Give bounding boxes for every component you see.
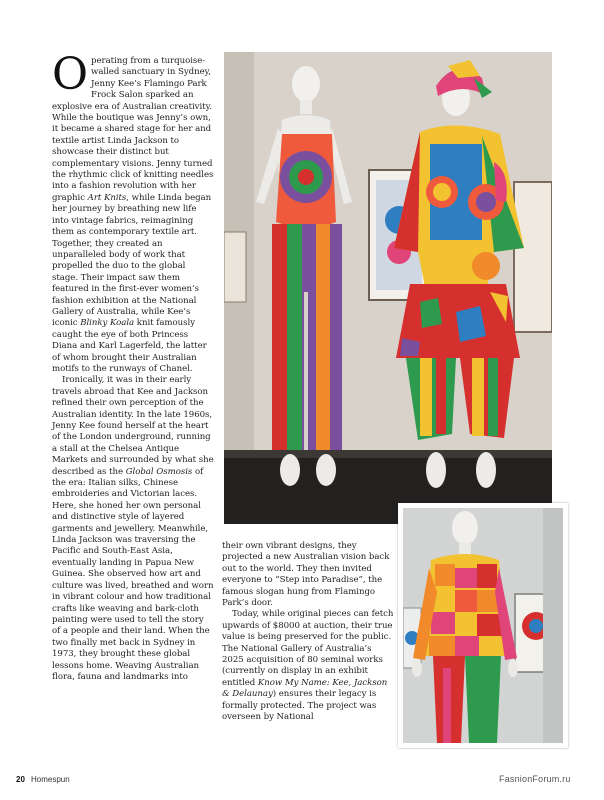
watermark-text: FasnionForum.ru: [499, 774, 571, 784]
paragraph-2: Ironically, it was in their early travels abroad that Kee and Jackson refined their own perception of the Australian identity. In the late 1960s, Jenny Kee found herself at the heart of the London underground, running a stall at the Chelsea Antique Markets and surrounded by what she described as the Global Osmosis of the era: Italian silks, Chinese embroideries and Victorian laces. Here, she honed her own personal and distinctive style of layered garments and jewellery. Meanwhile, Linda Jackson was traversing the Pacific and South-East Asia, eventually landing in Papua New Guinea. She observed how art and culture was lived, breathed and worn in vibrant colour and how traditional crafts like weaving and bark-cloth painting were used to tell the story of a people and their land. When the two finally met back in Sydney in 1973, they brought these global lessons home. Weaving Australian flora, fauna and landmarks into: [52, 375, 214, 682]
main-photo-mannequins: [224, 52, 552, 524]
paragraph-4: Today, while original pieces can fetch upwards of $8000 at auction, their true value is being preserved for the public. The National Gallery of Australia’s 2025 acquisition of 80 seminal works (currently on display in an exhibit entitled Know My Name: Kee, Jackson & Delaunay) ensures their legacy is formally protected. The project was overseen by National: [222, 609, 394, 723]
inset-photo-frame: [403, 508, 563, 743]
inset-photo-mannequin: [398, 503, 568, 748]
article-column-left: [52, 49, 214, 683]
main-photo-illustration: [224, 52, 552, 524]
page-number: 20: [16, 775, 25, 784]
paragraph-3: their own vibrant designs, they projected a new Australian vision back out to the world. They then invited everyone to “Step into Paradise”, the famous slogan hung from Flamingo Park’s door.: [222, 541, 390, 609]
drop-cap: O: [52, 49, 89, 100]
paragraph-1: Operating from a turquoise-walled sanctuary in Sydney, Jenny Kee’s Flamingo Park Frock Salon sparked an explosive era of Australian creativity. While the boutique was Jenny’s own, it became a shared stage for her and textile artist Linda Jackson to showcase their distinct but complementary visions. Jenny turned the rhythmic click of knitting needles into a fashion revolution with her graphic Art Knits, while Linda began her journey by breathing new life into vintage fabrics, reimagining them as contemporary textile art. Together, they created an unparalleled body of work that propelled the duo to the global stage. Their impact saw them featured in the first-ever women’s fashion exhibition at the National Gallery of Australia, while Kee’s iconic Blinky Koala knit famously caught the eye of both Princess Diana and Karl Lagerfeld, the latter of whom brought their Australian motifs to the runways of Chanel.: [52, 49, 214, 374]
magazine-name: Homespun: [31, 775, 70, 784]
article-column-right: [222, 541, 394, 724]
inset-photo-illustration: [403, 508, 563, 743]
